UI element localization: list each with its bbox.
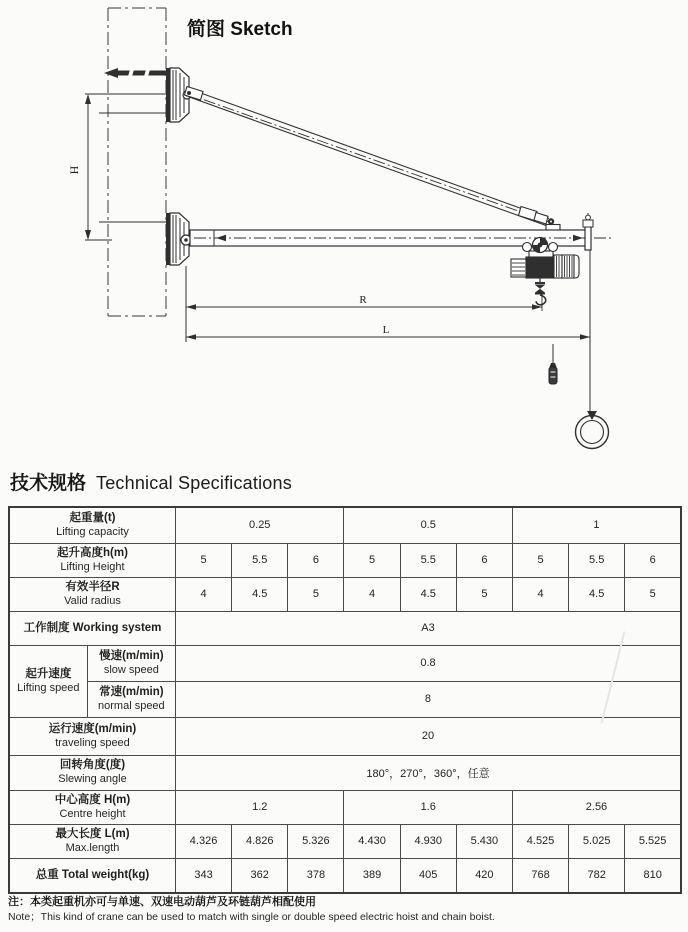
value-cell: 4.5 bbox=[569, 577, 625, 611]
value-cell: 5.326 bbox=[288, 824, 344, 858]
value-cell: 1.6 bbox=[344, 790, 512, 824]
value-cell: 4.930 bbox=[400, 824, 456, 858]
section-heading-zh: 技术规格 bbox=[10, 473, 87, 494]
label-lifting-capacity: 起重量(t) Lifting capacity bbox=[9, 507, 175, 543]
value-cell: 1 bbox=[512, 507, 681, 543]
value-cell: 5 bbox=[288, 577, 344, 611]
wall-column bbox=[108, 8, 166, 316]
pendant-control bbox=[549, 344, 557, 384]
value-cell: 420 bbox=[456, 858, 512, 893]
value-cell: 5.025 bbox=[569, 824, 625, 858]
footnote-en: Note；This kind of crane can be used to match with single or double speed electric hoist and chain boist. bbox=[8, 910, 495, 923]
value-cell: 4.326 bbox=[175, 824, 231, 858]
dim-l-label: L bbox=[382, 324, 390, 336]
value-cell: 810 bbox=[625, 858, 681, 893]
value-cell: 6 bbox=[625, 543, 681, 577]
value-cell: 362 bbox=[232, 858, 288, 893]
label-total-weight: 总重 Total weight(kg) bbox=[9, 858, 175, 893]
value-cell: 2.56 bbox=[512, 790, 681, 824]
electric-hoist bbox=[511, 255, 579, 278]
value-cell: 782 bbox=[569, 858, 625, 893]
value-cell: 768 bbox=[512, 858, 568, 893]
dimension-r bbox=[186, 266, 542, 342]
value-cell: 5 bbox=[512, 543, 568, 577]
value-cell: 5.5 bbox=[400, 543, 456, 577]
value-cell: 1.2 bbox=[175, 790, 344, 824]
lower-bracket bbox=[166, 213, 191, 265]
section-heading bbox=[10, 468, 292, 495]
tie-rod bbox=[185, 87, 561, 231]
row-centre-height bbox=[9, 790, 681, 824]
row-working-system bbox=[9, 611, 681, 645]
label-lifting-height: 起升高度h(m) Lifting Height bbox=[9, 543, 175, 577]
row-slewing-angle bbox=[9, 755, 681, 790]
footnote-zh: 注：本类起重机亦可与单速、双速电动葫芦及环链葫芦相配使用 bbox=[8, 896, 316, 908]
value-cell: 4 bbox=[344, 577, 400, 611]
value-cell: 4.430 bbox=[344, 824, 400, 858]
value-cell: 405 bbox=[400, 858, 456, 893]
value-cell: 4.5 bbox=[400, 577, 456, 611]
value-cell: 4 bbox=[512, 577, 568, 611]
value-cell: 20 bbox=[175, 717, 681, 755]
label-slewing-angle: 回转角度(度) Slewing angle bbox=[9, 755, 175, 790]
value-cell: 5 bbox=[456, 577, 512, 611]
row-slow-speed bbox=[9, 645, 681, 681]
value-cell: 0.5 bbox=[344, 507, 512, 543]
row-total-weight bbox=[9, 858, 681, 893]
label-normal-speed: 常速(m/min) normal speed bbox=[87, 681, 175, 717]
row-lifting-capacity bbox=[9, 507, 681, 543]
value-cell: 378 bbox=[288, 858, 344, 893]
value-cell: 5.430 bbox=[456, 824, 512, 858]
value-cell: 5.525 bbox=[625, 824, 681, 858]
value-cell: 343 bbox=[175, 858, 231, 893]
value-cell: 6 bbox=[456, 543, 512, 577]
label-lifting-speed: 起升速度 Lifting speed bbox=[9, 645, 87, 717]
value-cell: 389 bbox=[344, 858, 400, 893]
value-cell: 5.5 bbox=[232, 543, 288, 577]
crane-sketch bbox=[0, 0, 688, 460]
label-max-length: 最大长度 L(m) Max.length bbox=[9, 824, 175, 858]
section-heading-en: Technical Specifications bbox=[96, 473, 292, 493]
row-lifting-height bbox=[9, 543, 681, 577]
value-cell: 5 bbox=[625, 577, 681, 611]
value-cell: 180°，270°，360°，任意 bbox=[175, 755, 681, 790]
value-cell: 8 bbox=[175, 681, 681, 717]
label-slow-speed: 慢速(m/min) slow speed bbox=[87, 645, 175, 681]
value-cell: 0.25 bbox=[175, 507, 344, 543]
sketch-title: 简图 Sketch bbox=[187, 19, 293, 40]
load-ring bbox=[576, 250, 609, 449]
value-cell: 5 bbox=[344, 543, 400, 577]
value-cell: 6 bbox=[288, 543, 344, 577]
anchor-bolt-arrow bbox=[104, 68, 166, 78]
dim-r-label: R bbox=[359, 294, 367, 306]
row-valid-radius bbox=[9, 577, 681, 611]
dimension-h bbox=[67, 94, 91, 240]
spec-table bbox=[8, 506, 682, 894]
label-centre-height: 中心高度 H(m) Centre height bbox=[9, 790, 175, 824]
label-traveling-speed: 运行速度(m/min) traveling speed bbox=[9, 717, 175, 755]
value-cell: 4 bbox=[175, 577, 231, 611]
dim-h-label: H bbox=[67, 165, 81, 175]
value-cell: 5 bbox=[175, 543, 231, 577]
dimension-l bbox=[186, 324, 590, 340]
row-traveling-speed bbox=[9, 717, 681, 755]
value-cell: 0.8 bbox=[175, 645, 681, 681]
value-cell: A3 bbox=[175, 611, 681, 645]
row-max-length bbox=[9, 824, 681, 858]
value-cell: 4.5 bbox=[232, 577, 288, 611]
label-valid-radius: 有效半径R Valid radius bbox=[9, 577, 175, 611]
label-working-system: 工作制度 Working system bbox=[9, 611, 175, 645]
footnote bbox=[8, 895, 680, 924]
value-cell: 4.826 bbox=[232, 824, 288, 858]
value-cell: 4.525 bbox=[512, 824, 568, 858]
value-cell: 5.5 bbox=[569, 543, 625, 577]
row-normal-speed bbox=[9, 681, 681, 717]
